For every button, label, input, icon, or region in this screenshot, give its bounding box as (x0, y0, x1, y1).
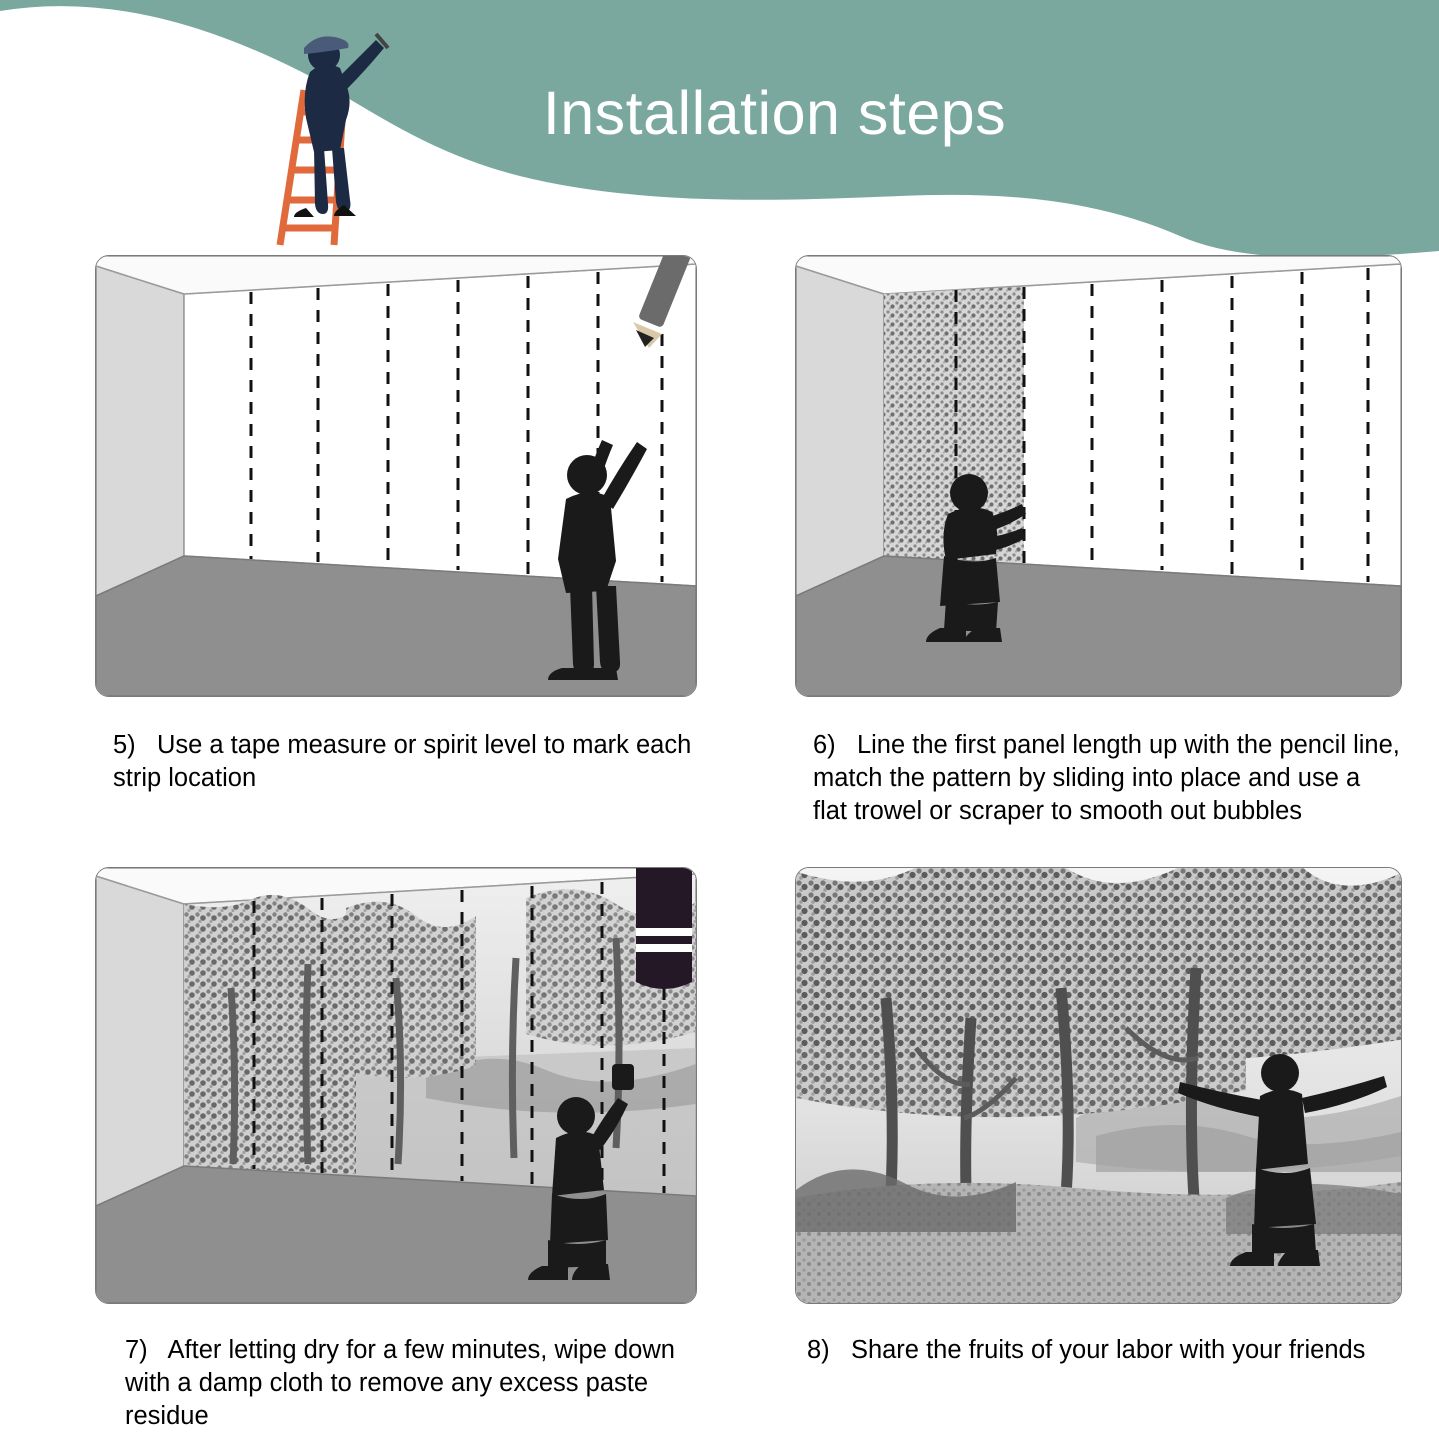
step-8-illustration (795, 867, 1402, 1304)
applied-mural-strip (884, 290, 956, 560)
step-8-text: Share the fruits of your labor with your friends (850, 1336, 1366, 1364)
step-7-text: After letting dry for a few minutes, wipe down with a damp cloth to remove any excess paste residue (125, 1336, 675, 1431)
step-7-caption (95, 1334, 695, 1433)
step-6-caption (795, 729, 1400, 828)
step-8-caption (795, 1334, 1400, 1367)
page-title: Installation steps (542, 79, 1007, 147)
towel-icon (636, 868, 692, 989)
step-panel-8 (795, 867, 1400, 1367)
step-6-illustration (795, 255, 1402, 697)
step-5-caption (95, 729, 695, 795)
paint-roller-icon (374, 18, 426, 48)
step-5-text: Use a tape measure or spirit level to mark each strip location (113, 731, 692, 793)
step-6-text: Line the first panel length up with the pencil line, match the pattern by sliding into place and use a flat trowel or scraper to smooth out bubbles (813, 731, 1400, 826)
step-7-number: 7) (125, 1336, 162, 1364)
step-5-number: 5) (113, 731, 150, 759)
step-panel-6 (795, 255, 1400, 828)
step-panel-5 (95, 255, 695, 795)
painter-on-ladder-icon (258, 0, 458, 250)
step-8-number: 8) (807, 1336, 844, 1364)
step-panel-7 (95, 867, 695, 1433)
step-6-number: 6) (813, 731, 850, 759)
step-7-illustration (95, 867, 697, 1304)
step-5-illustration (95, 255, 697, 697)
page-header (0, 0, 1439, 270)
